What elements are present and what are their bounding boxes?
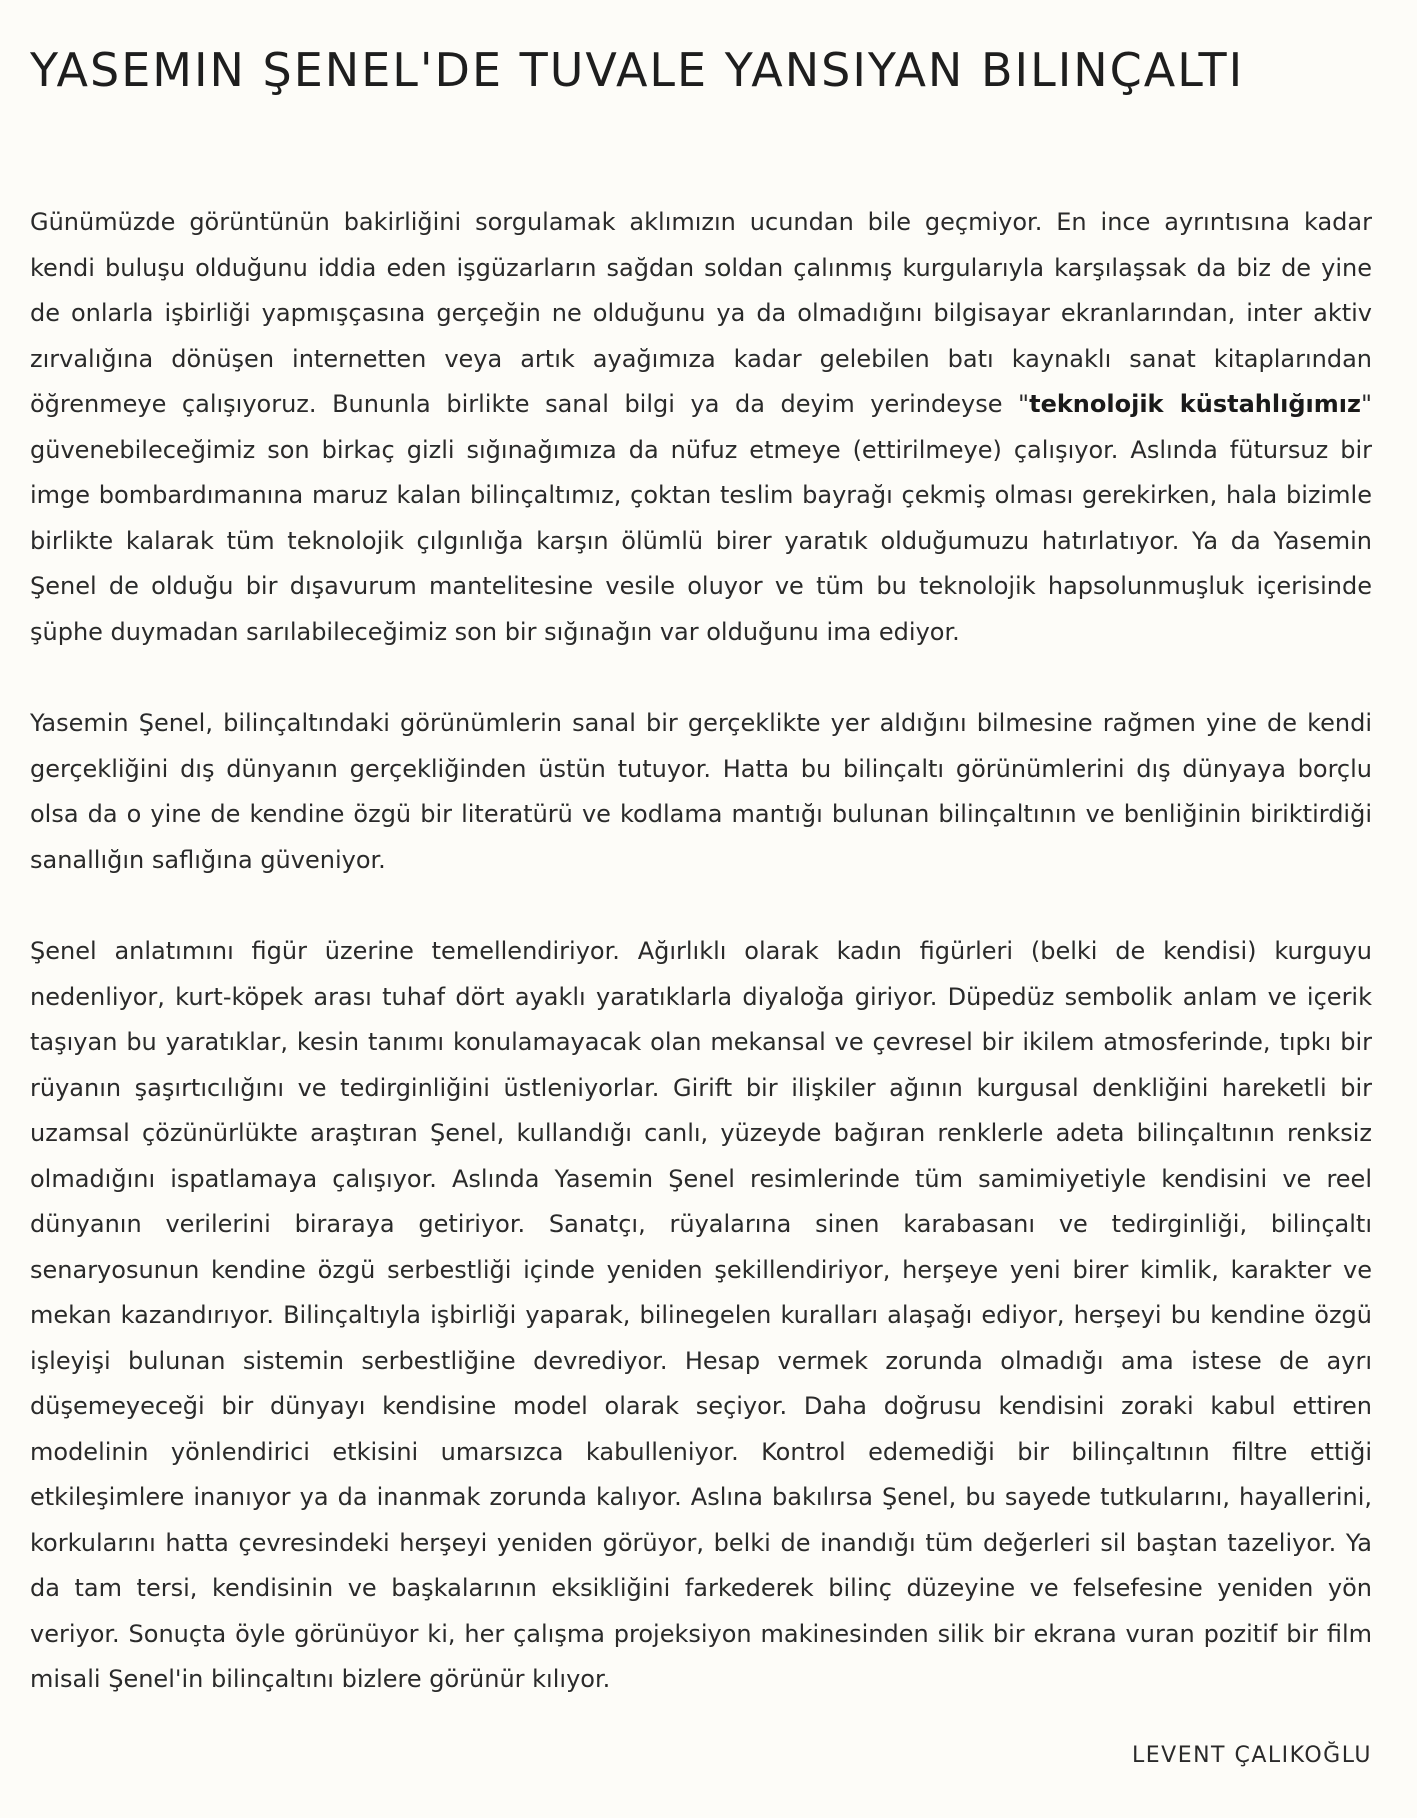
article-title: YASEMIN ŞENEL'DE TUVALE YANSIYAN BILINÇALTI [30,43,1245,97]
emphasized-phrase: teknolojik küstahlığımız [1029,390,1361,418]
paragraph-1-text-end: " güvenebileceğimiz son birkaç gizli sığınağımıza da nüfuz etmeye (ettirilmeye) çalışıyor. Aslında fütursuz bir imge bombardımanına maruz kalan bilinçaltımız, çoktan teslim bayrağı çekmiş olması gerekirken, hala bizimle birlikte kalarak tüm teknolojik çılgınlığa karşın ölümlü birer yaratık olduğumuzu hatırlatıyor. Ya da Yasemin Şenel de olduğu bir dışavurum mantelitesine vesile oluyor ve tüm bu teknolojik hapsolunmuşluk içerisinde şüphe duymadan sarılabileceğimiz son bir sığınağın var olduğunu ima ediyor. [30,390,1372,646]
paragraph-3: Şenel anlatımını figür üzerine temellendiriyor. Ağırlıklı olarak kadın figürleri (belki de kendisi) kurguyu nedenliyor, kurt-köpek arası tuhaf dört ayaklı yaratıklarla diyaloğa giriyor. Düpedüz sembolik anlam ve içerik taşıyan bu yaratıklar, kesin tanımı konulamayacak olan mekansal ve çevresel bir ikilem atmosferinde, tıpkı bir rüyanın şaşırtıcılığını ve tedirginliğini üstleniyorlar. Girift bir ilişkiler ağının kurgusal denkliğini hareketli bir uzamsal çözünürlükte araştıran Şenel, kullandığı canlı, yüzeyde bağıran renklerle adeta bilinçaltının renksiz olmadığını ispatlamaya çalışıyor. Aslında Yasemin Şenel resimlerinde tüm samimiyetiyle kendisini ve reel dünyanın verilerini biraraya getiriyor. Sanatçı, rüyalarına sinen karabasanı ve tedirginliği, bilinçaltı senaryosunun kendine özgü serbestliği içinde yeniden şekillendiriyor, herşeye yeni birer kimlik, karakter ve mekan kazandırıyor. Bilinçaltıyla işbirliği yaparak, bilinegelen kuralları alaşağı ediyor, herşeyi bu kendine özgü işleyişi bulunan sistemin serbestliğine devrediyor. Hesap vermek zorunda olmadığı ama istese de ayrı düşemeyeceği bir dünyayı kendisine model olarak seçiyor. Daha doğrusu kendisini zoraki kabul ettiren modelinin yönlendirici etkisini umarsızca kabulleniyor. Kontrol edemediği bir bilinçaltının filtre ettiği etkileşimlere inanıyor ya da inanmak zorunda kalıyor. Aslına bakılırsa Şenel, bu sayede tutkularını, hayallerini, korkularını hatta çevresindeki herşeyi yeniden görüyor, belki de inandığı tüm değerleri sil baştan tazeliyor. Ya da tam tersi, kendisinin ve başkalarının eksikliğini farkederek bilinç düzeyine ve felsefesine yeniden yön veriyor. Sonuçta öyle görünüyor ki, her çalışma projeksiyon makinesinden silik bir ekrana vuran pozitif bir film misali Şenel'in bilinçaltını bizlere görünür kılıyor. [30,937,1372,1693]
paragraph-1-text-start: Günümüzde görüntünün bakirliğini sorgulamak aklımızın ucundan bile geçmiyor. En ince ayrıntısına kadar kendi buluşu olduğunu iddia eden işgüzarların sağdan soldan çalınmış kurgularıyla karşılaşsak da biz de yine de onlarla işbirliği yapmışçasına gerçeğin ne olduğunu ya da olmadığını bilgisayar ekranlarından, inter aktiv zırvalığına dönüşen internetten veya artık ayağımıza kadar gelebilen batı kaynaklı sanat kitaplarından öğrenmeye çalışıyoruz. Bununla birlikte sanal bilgi ya da deyim yerindeyse " [30,208,1372,418]
article-body [30,200,1372,1703]
paragraph-1 [30,200,1372,655]
author-signature: LEVENT ÇALIKOĞLU [1131,1743,1372,1768]
paragraph-2: Yasemin Şenel, bilinçaltındaki görünümlerin sanal bir gerçeklikte yer aldığını bilmesine rağmen yine de kendi gerçekliğini dış dünyanın gerçekliğinden üstün tutuyor. Hatta bu bilinçaltı görünümlerini dış dünyaya borçlu olsa da o yine de kendine özgü bir literatürü ve kodlama mantığı bulunan bilinçaltının ve benliğinin biriktirdiği sanallığın saflığına güveniyor. [30,709,1372,874]
